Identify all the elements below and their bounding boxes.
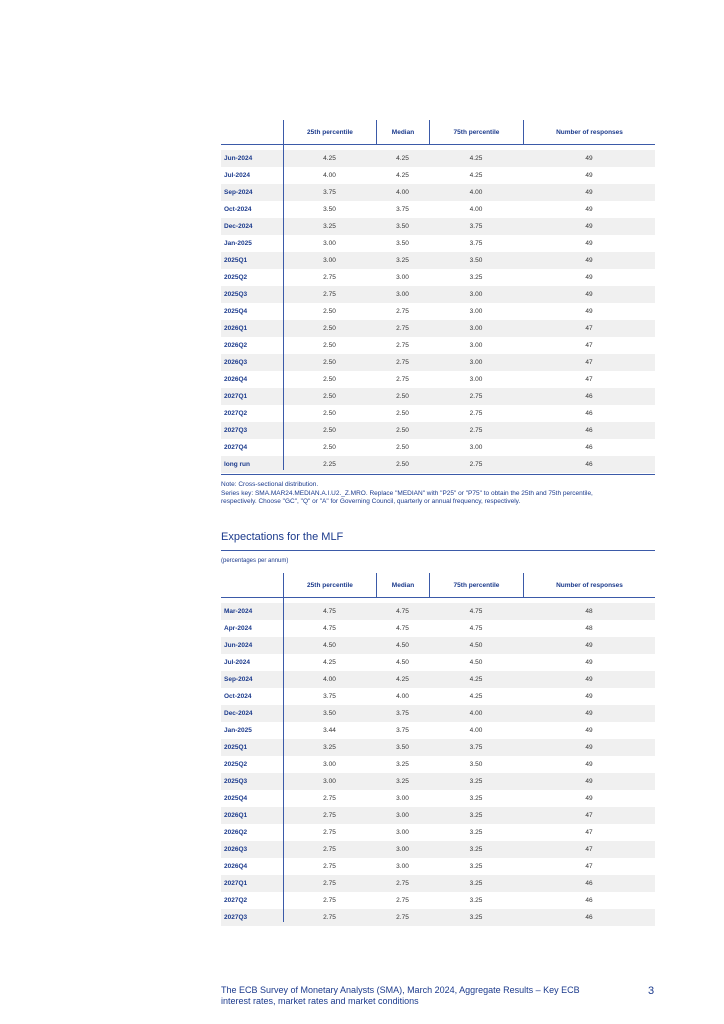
row-label: 2025Q1	[224, 257, 248, 264]
table-row	[221, 456, 655, 473]
cell-p25: 4.75	[323, 608, 336, 615]
cell-responses: 49	[585, 172, 593, 179]
table-row	[221, 807, 655, 824]
cell-responses: 49	[585, 744, 593, 751]
cell-p25: 2.75	[323, 274, 336, 281]
table-bottom-rule	[221, 474, 655, 475]
cell-p25: 2.50	[323, 359, 336, 366]
cell-median: 2.50	[396, 393, 409, 400]
table-row	[221, 705, 655, 722]
cell-responses: 49	[585, 795, 593, 802]
cell-p75: 4.75	[469, 608, 483, 615]
cell-responses: 47	[585, 829, 593, 836]
cell-median: 2.75	[396, 359, 409, 366]
table-row	[221, 354, 655, 371]
row-label: long run	[224, 461, 250, 468]
cell-responses: 47	[585, 359, 593, 366]
cell-median: 2.75	[396, 308, 409, 315]
section-title-rule	[221, 550, 655, 551]
row-label: 2027Q1	[224, 880, 248, 887]
cell-p75: 2.75	[469, 461, 483, 468]
table-row	[221, 439, 655, 456]
cell-responses: 46	[585, 880, 593, 887]
cell-median: 3.50	[396, 223, 409, 230]
cell-p25: 2.75	[323, 829, 336, 836]
header-cell-p25: 25th percentile	[283, 120, 376, 144]
row-label: 2026Q1	[224, 325, 248, 332]
table-row	[221, 790, 655, 807]
table-row	[221, 756, 655, 773]
cell-p75: 3.25	[469, 274, 483, 281]
cell-median: 4.25	[396, 172, 409, 179]
table-row	[221, 422, 655, 439]
row-label: 2026Q3	[224, 359, 248, 366]
cell-p25: 2.75	[323, 846, 336, 853]
cell-p25: 3.00	[323, 761, 336, 768]
cell-p75: 4.75	[469, 625, 483, 632]
cell-median: 2.75	[396, 914, 409, 921]
table-row	[221, 286, 655, 303]
cell-median: 3.00	[396, 863, 409, 870]
row-label: Jan-2025	[224, 240, 252, 247]
header-cell-p75: 75th percentile	[429, 573, 523, 597]
cell-p25: 3.25	[323, 223, 336, 230]
header-cell-median: Median	[376, 120, 429, 144]
cell-p75: 4.00	[469, 727, 483, 734]
cell-responses: 49	[585, 308, 593, 315]
cell-responses: 46	[585, 410, 593, 417]
row-label: Jun-2024	[224, 642, 253, 649]
table-row	[221, 858, 655, 875]
cell-median: 4.75	[396, 625, 409, 632]
cell-median: 2.75	[396, 897, 409, 904]
page-number: 3	[648, 985, 655, 997]
row-label: 2026Q2	[224, 829, 248, 836]
table-row	[221, 218, 655, 235]
table-row	[221, 337, 655, 354]
cell-responses: 49	[585, 257, 593, 264]
cell-median: 4.25	[396, 676, 409, 683]
cell-p25: 4.50	[323, 642, 336, 649]
header-cell-median: Median	[376, 573, 429, 597]
cell-responses: 49	[585, 274, 593, 281]
cell-responses: 47	[585, 846, 593, 853]
cell-p75: 3.25	[469, 846, 483, 853]
row-label: 2026Q4	[224, 863, 248, 870]
cell-p25: 3.75	[323, 189, 336, 196]
row-label: Jul-2024	[224, 172, 251, 179]
cell-p25: 2.75	[323, 291, 336, 298]
cell-p25: 3.00	[323, 257, 336, 264]
table-row	[221, 637, 655, 654]
cell-median: 4.50	[396, 659, 409, 666]
table-row	[221, 167, 655, 184]
cell-responses: 46	[585, 914, 593, 921]
cell-median: 4.25	[396, 155, 409, 162]
column-divider	[283, 120, 284, 470]
row-label: 2026Q4	[224, 376, 248, 383]
table-row	[221, 824, 655, 841]
table-row	[221, 201, 655, 218]
cell-p25: 2.50	[323, 376, 336, 383]
cell-p25: 3.50	[323, 206, 336, 213]
cell-responses: 49	[585, 291, 593, 298]
row-label: 2026Q3	[224, 846, 248, 853]
column-divider	[376, 573, 377, 597]
table-row	[221, 603, 655, 620]
cell-p25: 2.50	[323, 342, 336, 349]
column-divider	[429, 573, 430, 597]
row-label: Dec-2024	[224, 710, 253, 717]
table-row	[221, 620, 655, 637]
cell-p75: 4.25	[469, 155, 483, 162]
cell-median: 3.00	[396, 291, 409, 298]
cell-p75: 3.75	[469, 240, 483, 247]
row-label: 2025Q2	[224, 761, 248, 768]
table-row	[221, 722, 655, 739]
cell-median: 3.75	[396, 206, 409, 213]
cell-p75: 3.00	[469, 291, 483, 298]
row-label: Sep-2024	[224, 676, 253, 683]
table-row	[221, 184, 655, 201]
cell-responses: 47	[585, 863, 593, 870]
cell-p25: 3.25	[323, 744, 336, 751]
cell-median: 2.50	[396, 427, 409, 434]
cell-p25: 3.44	[323, 727, 336, 734]
cell-responses: 49	[585, 778, 593, 785]
row-label: 2027Q2	[224, 897, 248, 904]
cell-responses: 47	[585, 812, 593, 819]
cell-median: 2.75	[396, 880, 409, 887]
page-footer	[221, 985, 621, 1007]
cell-p75: 3.75	[469, 744, 483, 751]
cell-responses: 47	[585, 325, 593, 332]
row-label: 2025Q1	[224, 744, 248, 751]
cell-p75: 4.00	[469, 710, 483, 717]
row-label: 2025Q3	[224, 778, 248, 785]
row-label: Mar-2024	[224, 608, 253, 615]
cell-median: 2.75	[396, 342, 409, 349]
cell-p75: 3.25	[469, 897, 483, 904]
cell-p75: 3.50	[469, 257, 483, 264]
cell-median: 2.50	[396, 444, 409, 451]
cell-p25: 2.50	[323, 325, 336, 332]
cell-p75: 4.50	[469, 642, 483, 649]
cell-responses: 47	[585, 376, 593, 383]
cell-responses: 49	[585, 223, 593, 230]
cell-responses: 46	[585, 427, 593, 434]
cell-responses: 49	[585, 727, 593, 734]
row-label: 2027Q3	[224, 427, 248, 434]
cell-median: 3.25	[396, 761, 409, 768]
table-row	[221, 252, 655, 269]
cell-median: 4.50	[396, 642, 409, 649]
header-cell-p25: 25th percentile	[283, 573, 376, 597]
cell-median: 3.00	[396, 829, 409, 836]
cell-responses: 46	[585, 444, 593, 451]
cell-median: 2.50	[396, 410, 409, 417]
table-row	[221, 841, 655, 858]
cell-p75: 4.25	[469, 172, 483, 179]
cell-median: 2.75	[396, 325, 409, 332]
cell-median: 3.75	[396, 710, 409, 717]
cell-median: 3.50	[396, 240, 409, 247]
table-row	[221, 405, 655, 422]
row-label: 2026Q2	[224, 342, 248, 349]
cell-p75: 3.75	[469, 223, 483, 230]
row-label: 2027Q2	[224, 410, 248, 417]
cell-p75: 3.00	[469, 342, 483, 349]
note-line: Series key: SMA.MAR24.MEDIAN.A.I.U2._Z.MRO. Replace "MEDIAN" with "P25" or "P75" to obtain the 25th and 75th percentile,	[221, 489, 593, 497]
cell-p75: 3.00	[469, 376, 483, 383]
table-row	[221, 269, 655, 286]
cell-p75: 3.25	[469, 829, 483, 836]
cell-median: 4.75	[396, 608, 409, 615]
cell-p25: 4.25	[323, 155, 336, 162]
cell-median: 2.50	[396, 461, 409, 468]
row-label: 2025Q4	[224, 795, 248, 802]
mro-expectations-table	[221, 120, 655, 473]
column-divider	[523, 120, 524, 144]
cell-p25: 2.25	[323, 461, 336, 468]
cell-p25: 3.00	[323, 778, 336, 785]
row-label: 2025Q2	[224, 274, 248, 281]
cell-responses: 49	[585, 676, 593, 683]
row-label: 2027Q3	[224, 914, 248, 921]
cell-median: 4.00	[396, 189, 409, 196]
header-cell-p75: 75th percentile	[429, 120, 523, 144]
table-row	[221, 320, 655, 337]
row-label: Jan-2025	[224, 727, 252, 734]
cell-responses: 49	[585, 761, 593, 768]
table-row	[221, 671, 655, 688]
header-cell-responses: Number of responses	[523, 120, 655, 144]
cell-p75: 3.00	[469, 444, 483, 451]
row-label: Oct-2024	[224, 206, 252, 213]
cell-responses: 49	[585, 659, 593, 666]
cell-p25: 2.50	[323, 427, 336, 434]
cell-p25: 3.75	[323, 693, 336, 700]
section-subtitle: (percentages per annum)	[221, 558, 289, 564]
cell-p75: 3.25	[469, 880, 483, 887]
cell-p25: 4.00	[323, 676, 336, 683]
note-line: respectively. Choose "GC", "Q" or "A" for Governing Council, quarterly or annual frequency, respectively.	[221, 498, 521, 505]
cell-p25: 2.50	[323, 393, 336, 400]
footer-text-line: The ECB Survey of Monetary Analysts (SMA), March 2024, Aggregate Results – Key ECB	[221, 985, 580, 995]
cell-median: 3.00	[396, 812, 409, 819]
cell-p75: 3.25	[469, 812, 483, 819]
cell-median: 4.00	[396, 693, 409, 700]
table-row	[221, 773, 655, 790]
cell-p75: 3.25	[469, 778, 483, 785]
cell-p75: 3.25	[469, 795, 483, 802]
cell-median: 3.00	[396, 846, 409, 853]
cell-p25: 3.50	[323, 710, 336, 717]
cell-responses: 49	[585, 155, 593, 162]
cell-responses: 46	[585, 897, 593, 904]
row-label: Apr-2024	[224, 625, 252, 632]
cell-median: 3.25	[396, 257, 409, 264]
table-row	[221, 909, 655, 926]
table-row	[221, 654, 655, 671]
header-cell	[221, 573, 283, 597]
cell-p75: 4.50	[469, 659, 483, 666]
cell-p75: 3.25	[469, 863, 483, 870]
cell-p75: 3.25	[469, 914, 483, 921]
row-label: Jun-2024	[224, 155, 253, 162]
cell-responses: 48	[585, 625, 593, 632]
cell-p75: 4.00	[469, 189, 483, 196]
cell-p75: 4.25	[469, 676, 483, 683]
cell-median: 3.00	[396, 274, 409, 281]
row-label: 2025Q3	[224, 291, 248, 298]
cell-p75: 2.75	[469, 393, 483, 400]
header-cell-responses: Number of responses	[523, 573, 655, 597]
cell-responses: 49	[585, 710, 593, 717]
cell-p25: 3.00	[323, 240, 336, 247]
cell-median: 2.75	[396, 376, 409, 383]
row-label: 2027Q4	[224, 444, 248, 451]
row-label: Oct-2024	[224, 693, 252, 700]
table-row	[221, 150, 655, 167]
cell-p25: 2.50	[323, 410, 336, 417]
cell-median: 3.25	[396, 778, 409, 785]
cell-p25: 2.75	[323, 795, 336, 802]
row-label: 2027Q1	[224, 393, 248, 400]
row-label: Dec-2024	[224, 223, 253, 230]
cell-p75: 3.50	[469, 761, 483, 768]
cell-p25: 2.50	[323, 444, 336, 451]
cell-p25: 2.75	[323, 880, 336, 887]
row-label: 2026Q1	[224, 812, 248, 819]
table-row	[221, 235, 655, 252]
row-label: 2025Q4	[224, 308, 248, 315]
column-divider	[523, 573, 524, 597]
cell-responses: 49	[585, 642, 593, 649]
cell-responses: 49	[585, 189, 593, 196]
cell-responses: 46	[585, 393, 593, 400]
table-row	[221, 739, 655, 756]
row-label: Jul-2024	[224, 659, 251, 666]
cell-p25: 4.25	[323, 659, 336, 666]
cell-p75: 2.75	[469, 410, 483, 417]
header-cell	[221, 120, 283, 144]
table-row	[221, 688, 655, 705]
column-divider	[429, 120, 430, 144]
cell-responses: 47	[585, 342, 593, 349]
cell-responses: 49	[585, 240, 593, 247]
cell-median: 3.75	[396, 727, 409, 734]
row-label: Sep-2024	[224, 189, 253, 196]
cell-responses: 46	[585, 461, 593, 468]
cell-p75: 4.00	[469, 206, 483, 213]
table-header	[221, 120, 655, 145]
section-title: Expectations for the MLF	[221, 531, 344, 543]
cell-p75: 3.00	[469, 359, 483, 366]
cell-median: 3.00	[396, 795, 409, 802]
cell-p25: 2.75	[323, 812, 336, 819]
cell-responses: 49	[585, 693, 593, 700]
cell-p75: 3.00	[469, 308, 483, 315]
cell-p25: 2.50	[323, 308, 336, 315]
cell-p25: 2.75	[323, 897, 336, 904]
cell-responses: 48	[585, 608, 593, 615]
cell-p25: 4.75	[323, 625, 336, 632]
column-divider	[283, 573, 284, 922]
cell-p75: 4.25	[469, 693, 483, 700]
table-note	[221, 481, 661, 507]
cell-median: 3.50	[396, 744, 409, 751]
cell-p25: 2.75	[323, 863, 336, 870]
table-row	[221, 892, 655, 909]
cell-responses: 49	[585, 206, 593, 213]
cell-p25: 2.75	[323, 914, 336, 921]
table-header	[221, 573, 655, 598]
mlf-expectations-table	[221, 573, 655, 926]
table-row	[221, 303, 655, 320]
table-row	[221, 371, 655, 388]
cell-p75: 3.00	[469, 325, 483, 332]
note-line: Note: Cross-sectional distribution.	[221, 481, 319, 488]
cell-p25: 4.00	[323, 172, 336, 179]
column-divider	[376, 120, 377, 144]
cell-p75: 2.75	[469, 427, 483, 434]
footer-text-line: interest rates, market rates and market conditions	[221, 996, 419, 1006]
table-row	[221, 875, 655, 892]
table-row	[221, 388, 655, 405]
